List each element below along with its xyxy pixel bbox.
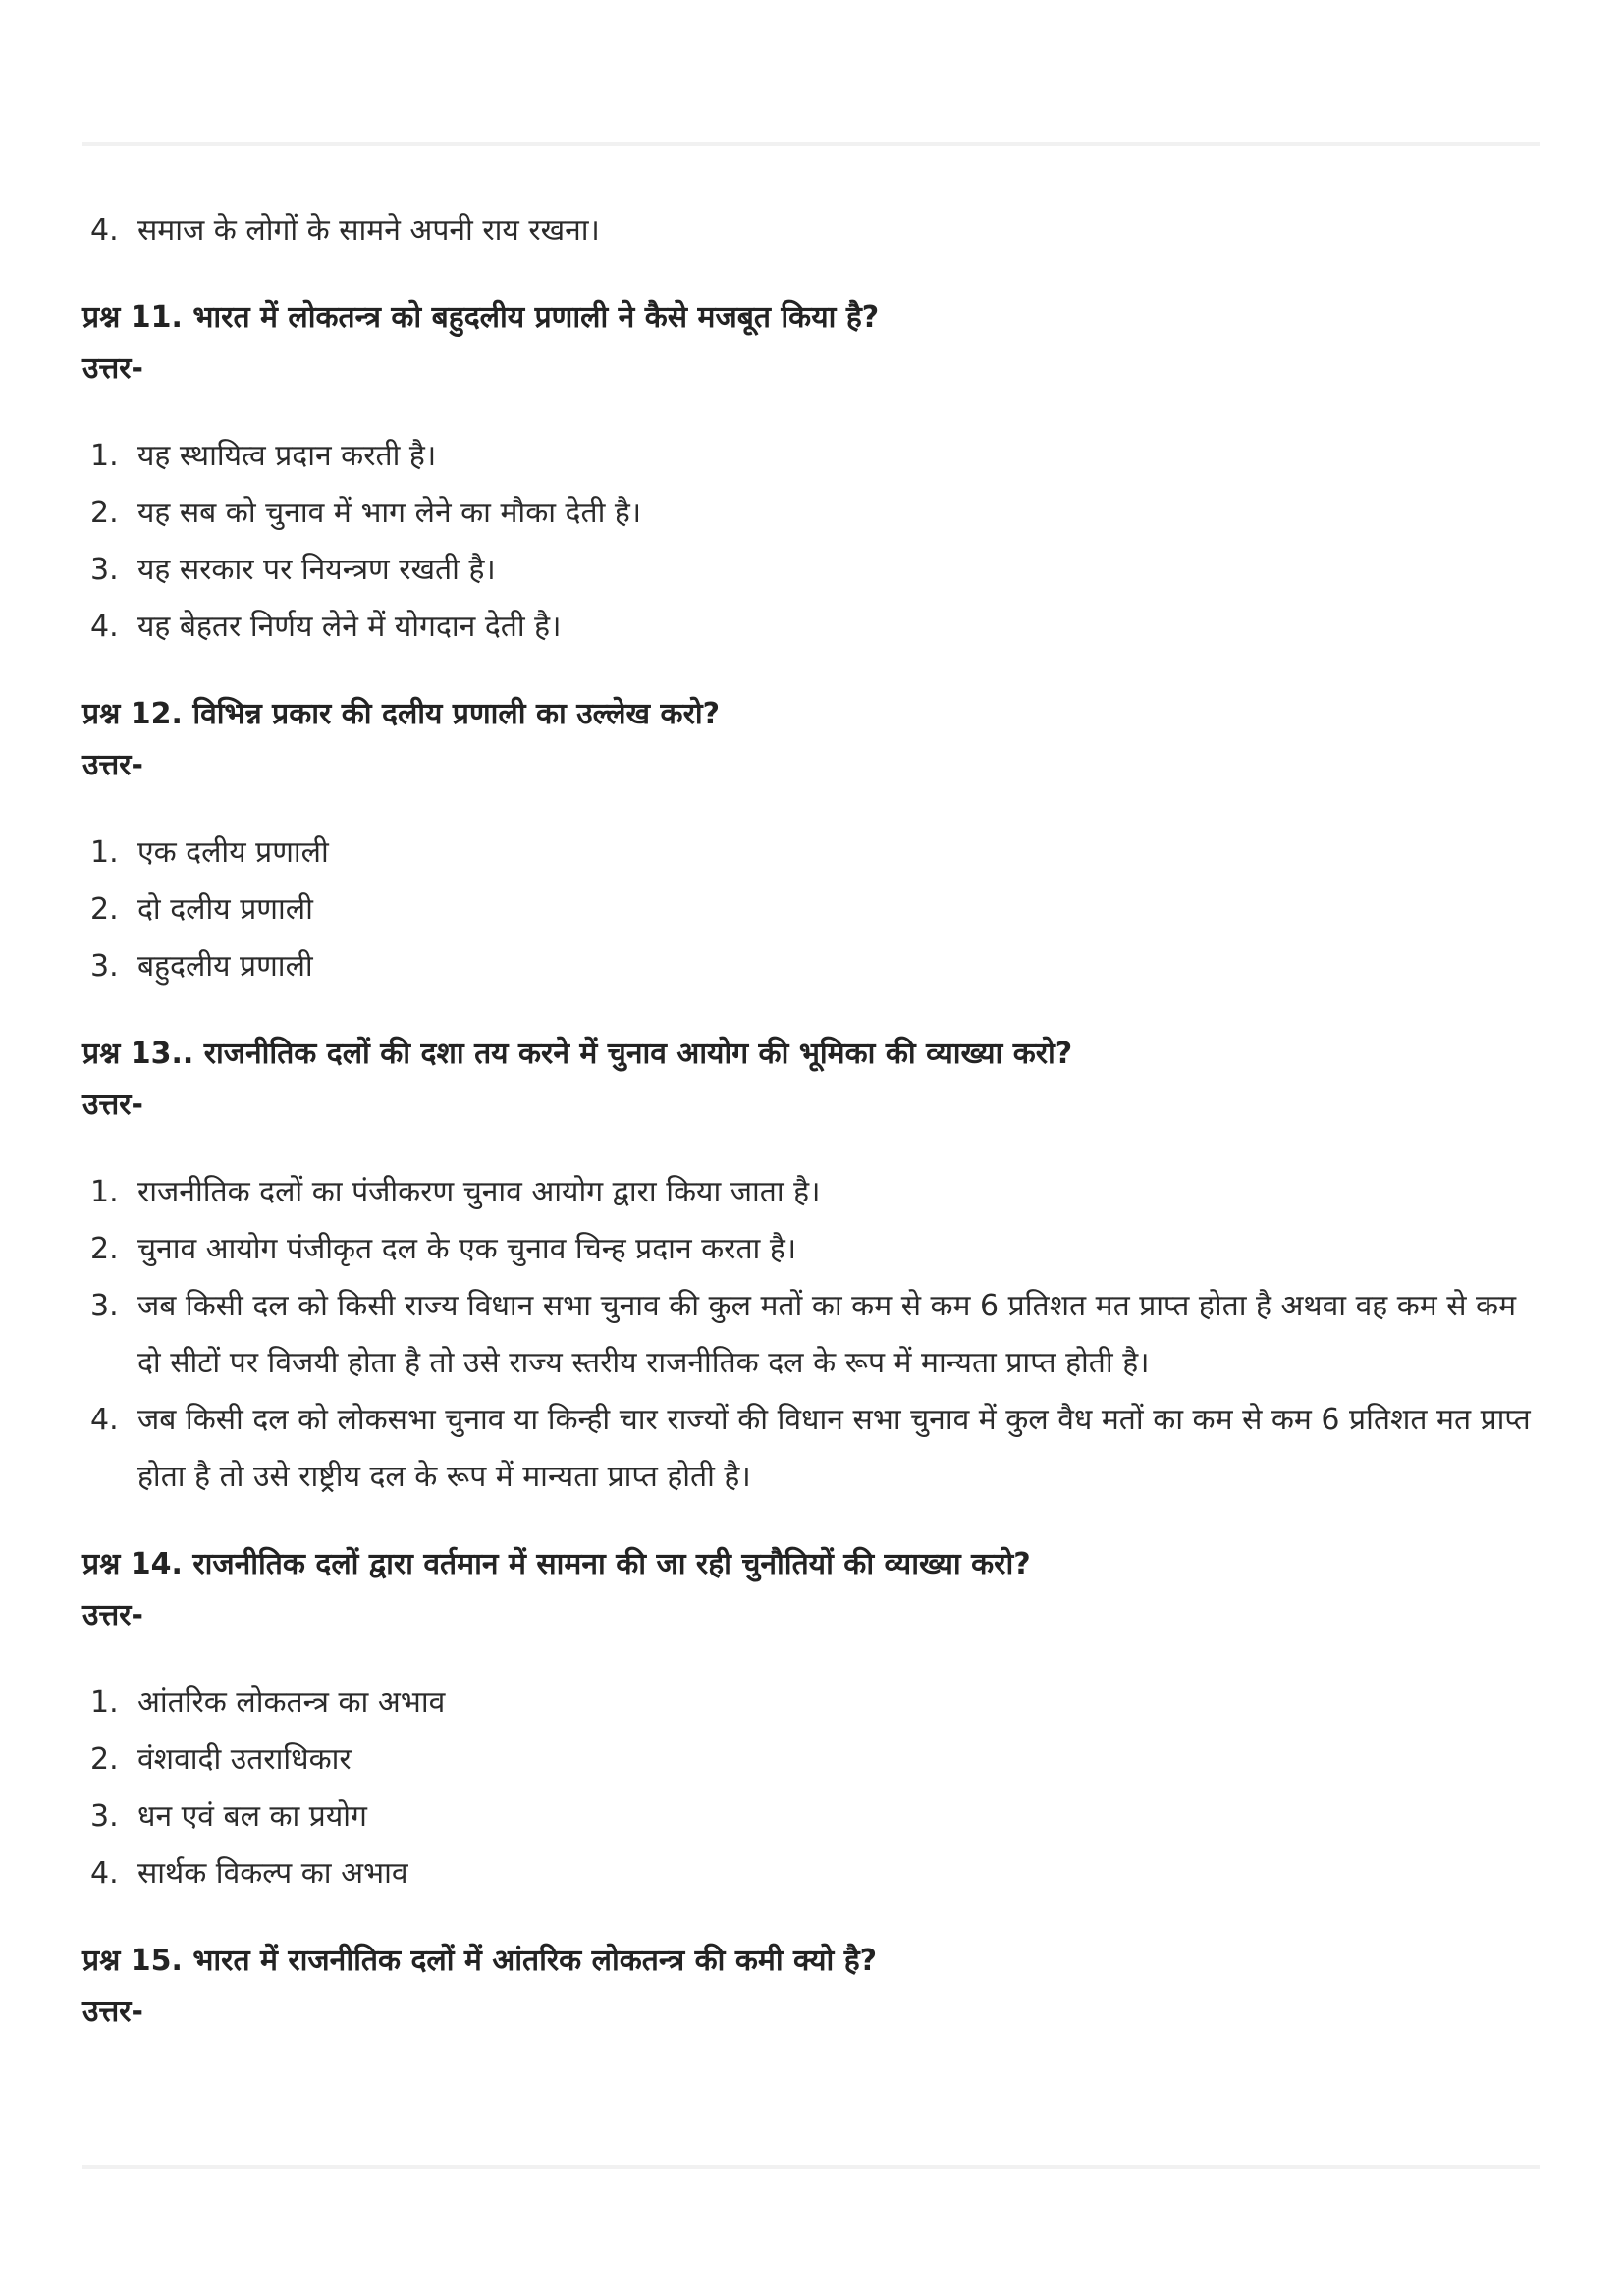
item-number: 3.	[90, 1799, 119, 1834]
item-text: दो दलीय प्रणाली	[137, 892, 313, 927]
item-number: 2.	[90, 1232, 119, 1266]
answer-list	[82, 1675, 1545, 1902]
item-number: 1.	[90, 1175, 119, 1209]
item-number: 2.	[90, 892, 119, 927]
bottom-divider	[82, 2165, 1540, 2169]
item-text: चुनाव आयोग पंजीकृत दल के एक चुनाव चिन्ह प्रदान करता है।	[137, 1232, 797, 1266]
list-item	[82, 1164, 1545, 1221]
item-text: सार्थक विकल्प का अभाव	[137, 1856, 408, 1891]
item-number: 2.	[90, 1742, 119, 1777]
item-number: 4.	[90, 213, 119, 247]
item-number: 1.	[90, 1685, 119, 1720]
list-item	[82, 599, 1545, 656]
question-13	[82, 1029, 1545, 1506]
answer-label: उत्तर-	[82, 351, 143, 386]
list-item	[82, 485, 1545, 542]
item-text: राजनीतिक दलों का पंजीकरण चुनाव आयोग द्वारा किया जाता है।	[137, 1175, 821, 1209]
answer-label: उत्तर-	[82, 1088, 143, 1122]
list-item	[82, 881, 1545, 938]
item-text: एक दलीय प्रणाली	[137, 835, 329, 870]
list-item	[82, 542, 1545, 599]
list-item	[82, 938, 1545, 995]
item-number: 4.	[90, 1403, 119, 1437]
item-text: बहुदलीय प्रणाली	[137, 949, 313, 984]
item-text: आंतरिक लोकतन्त्र का अभाव	[137, 1685, 446, 1720]
item-text: यह स्थायित्व प्रदान करती है।	[137, 439, 437, 473]
item-text: यह सरकार पर नियन्त्रण रखती है।	[137, 553, 496, 587]
question-12	[82, 689, 1545, 995]
list-item	[82, 1845, 1545, 1902]
answer-list	[82, 825, 1545, 995]
continued-list	[82, 202, 1545, 259]
item-text: जब किसी दल को किसी राज्य विधान सभा चुनाव की कुल मतों का कम से कम 6 प्रतिशत मत प्राप्त होता है अथवा वह कम से कम दो सीटों पर विजयी होता है तो उसे राज्य स्तरीय राजनीतिक दल के रूप में मान्यता प्राप्त होती है।	[137, 1289, 1517, 1380]
list-item	[82, 1675, 1545, 1732]
question-title: प्रश्न 12. विभिन्न प्रकार की दलीय प्रणाली का उल्लेख करो?	[82, 697, 721, 731]
item-number: 3.	[90, 1289, 119, 1323]
list-item	[82, 1278, 1545, 1392]
question-title: प्रश्न 14. राजनीतिक दलों द्वारा वर्तमान में सामना की जा रही चुनौतियों की व्याख्या करो?	[82, 1547, 1031, 1581]
item-number: 3.	[90, 553, 119, 587]
question-title: प्रश्न 11. भारत में लोकतन्त्र को बहुदलीय प्रणाली ने कैसे मजबूत किया है?	[82, 300, 880, 335]
question-11	[82, 293, 1545, 656]
answer-list	[82, 1164, 1545, 1506]
list-item	[82, 202, 1545, 259]
answer-label: उत्तर-	[82, 1995, 143, 2029]
item-text: यह बेहतर निर्णय लेने में योगदान देती है।	[137, 610, 562, 644]
answer-list	[82, 428, 1545, 656]
question-15	[82, 1936, 1545, 2038]
list-item	[82, 1221, 1545, 1278]
item-number: 1.	[90, 835, 119, 870]
item-text: वंशवादी उतराधिकार	[137, 1742, 352, 1777]
item-number: 1.	[90, 439, 119, 473]
question-title: प्रश्न 13.. राजनीतिक दलों की दशा तय करने में चुनाव आयोग की भूमिका की व्याख्या करो?	[82, 1037, 1073, 1071]
list-item	[82, 1732, 1545, 1789]
top-divider	[82, 142, 1540, 146]
item-text: धन एवं बल का प्रयोग	[137, 1799, 367, 1834]
question-title: प्रश्न 15. भारत में राजनीतिक दलों में आंतरिक लोकतन्त्र की कमी क्यो है?	[82, 1944, 878, 1978]
question-14	[82, 1539, 1545, 1902]
item-number: 4.	[90, 1856, 119, 1891]
list-item	[82, 825, 1545, 881]
item-text: जब किसी दल को लोकसभा चुनाव या किन्ही चार राज्यों की विधान सभा चुनाव में कुल वैध मतों का कम से कम 6 प्रतिशत मत प्राप्त होता है तो उसे राष्ट्रीय दल के रूप में मान्यता प्राप्त होती है।	[137, 1403, 1531, 1494]
item-text: यह सब को चुनाव में भाग लेने का मौका देती है।	[137, 496, 642, 530]
list-item	[82, 1789, 1545, 1845]
item-number: 4.	[90, 610, 119, 644]
item-number: 3.	[90, 949, 119, 984]
item-number: 2.	[90, 496, 119, 530]
page-content	[82, 202, 1545, 2071]
list-item	[82, 428, 1545, 485]
answer-label: उत्तर-	[82, 748, 143, 782]
answer-label: उत्तर-	[82, 1598, 143, 1632]
list-item	[82, 1392, 1545, 1506]
item-text: समाज के लोगों के सामने अपनी राय रखना।	[137, 213, 600, 247]
